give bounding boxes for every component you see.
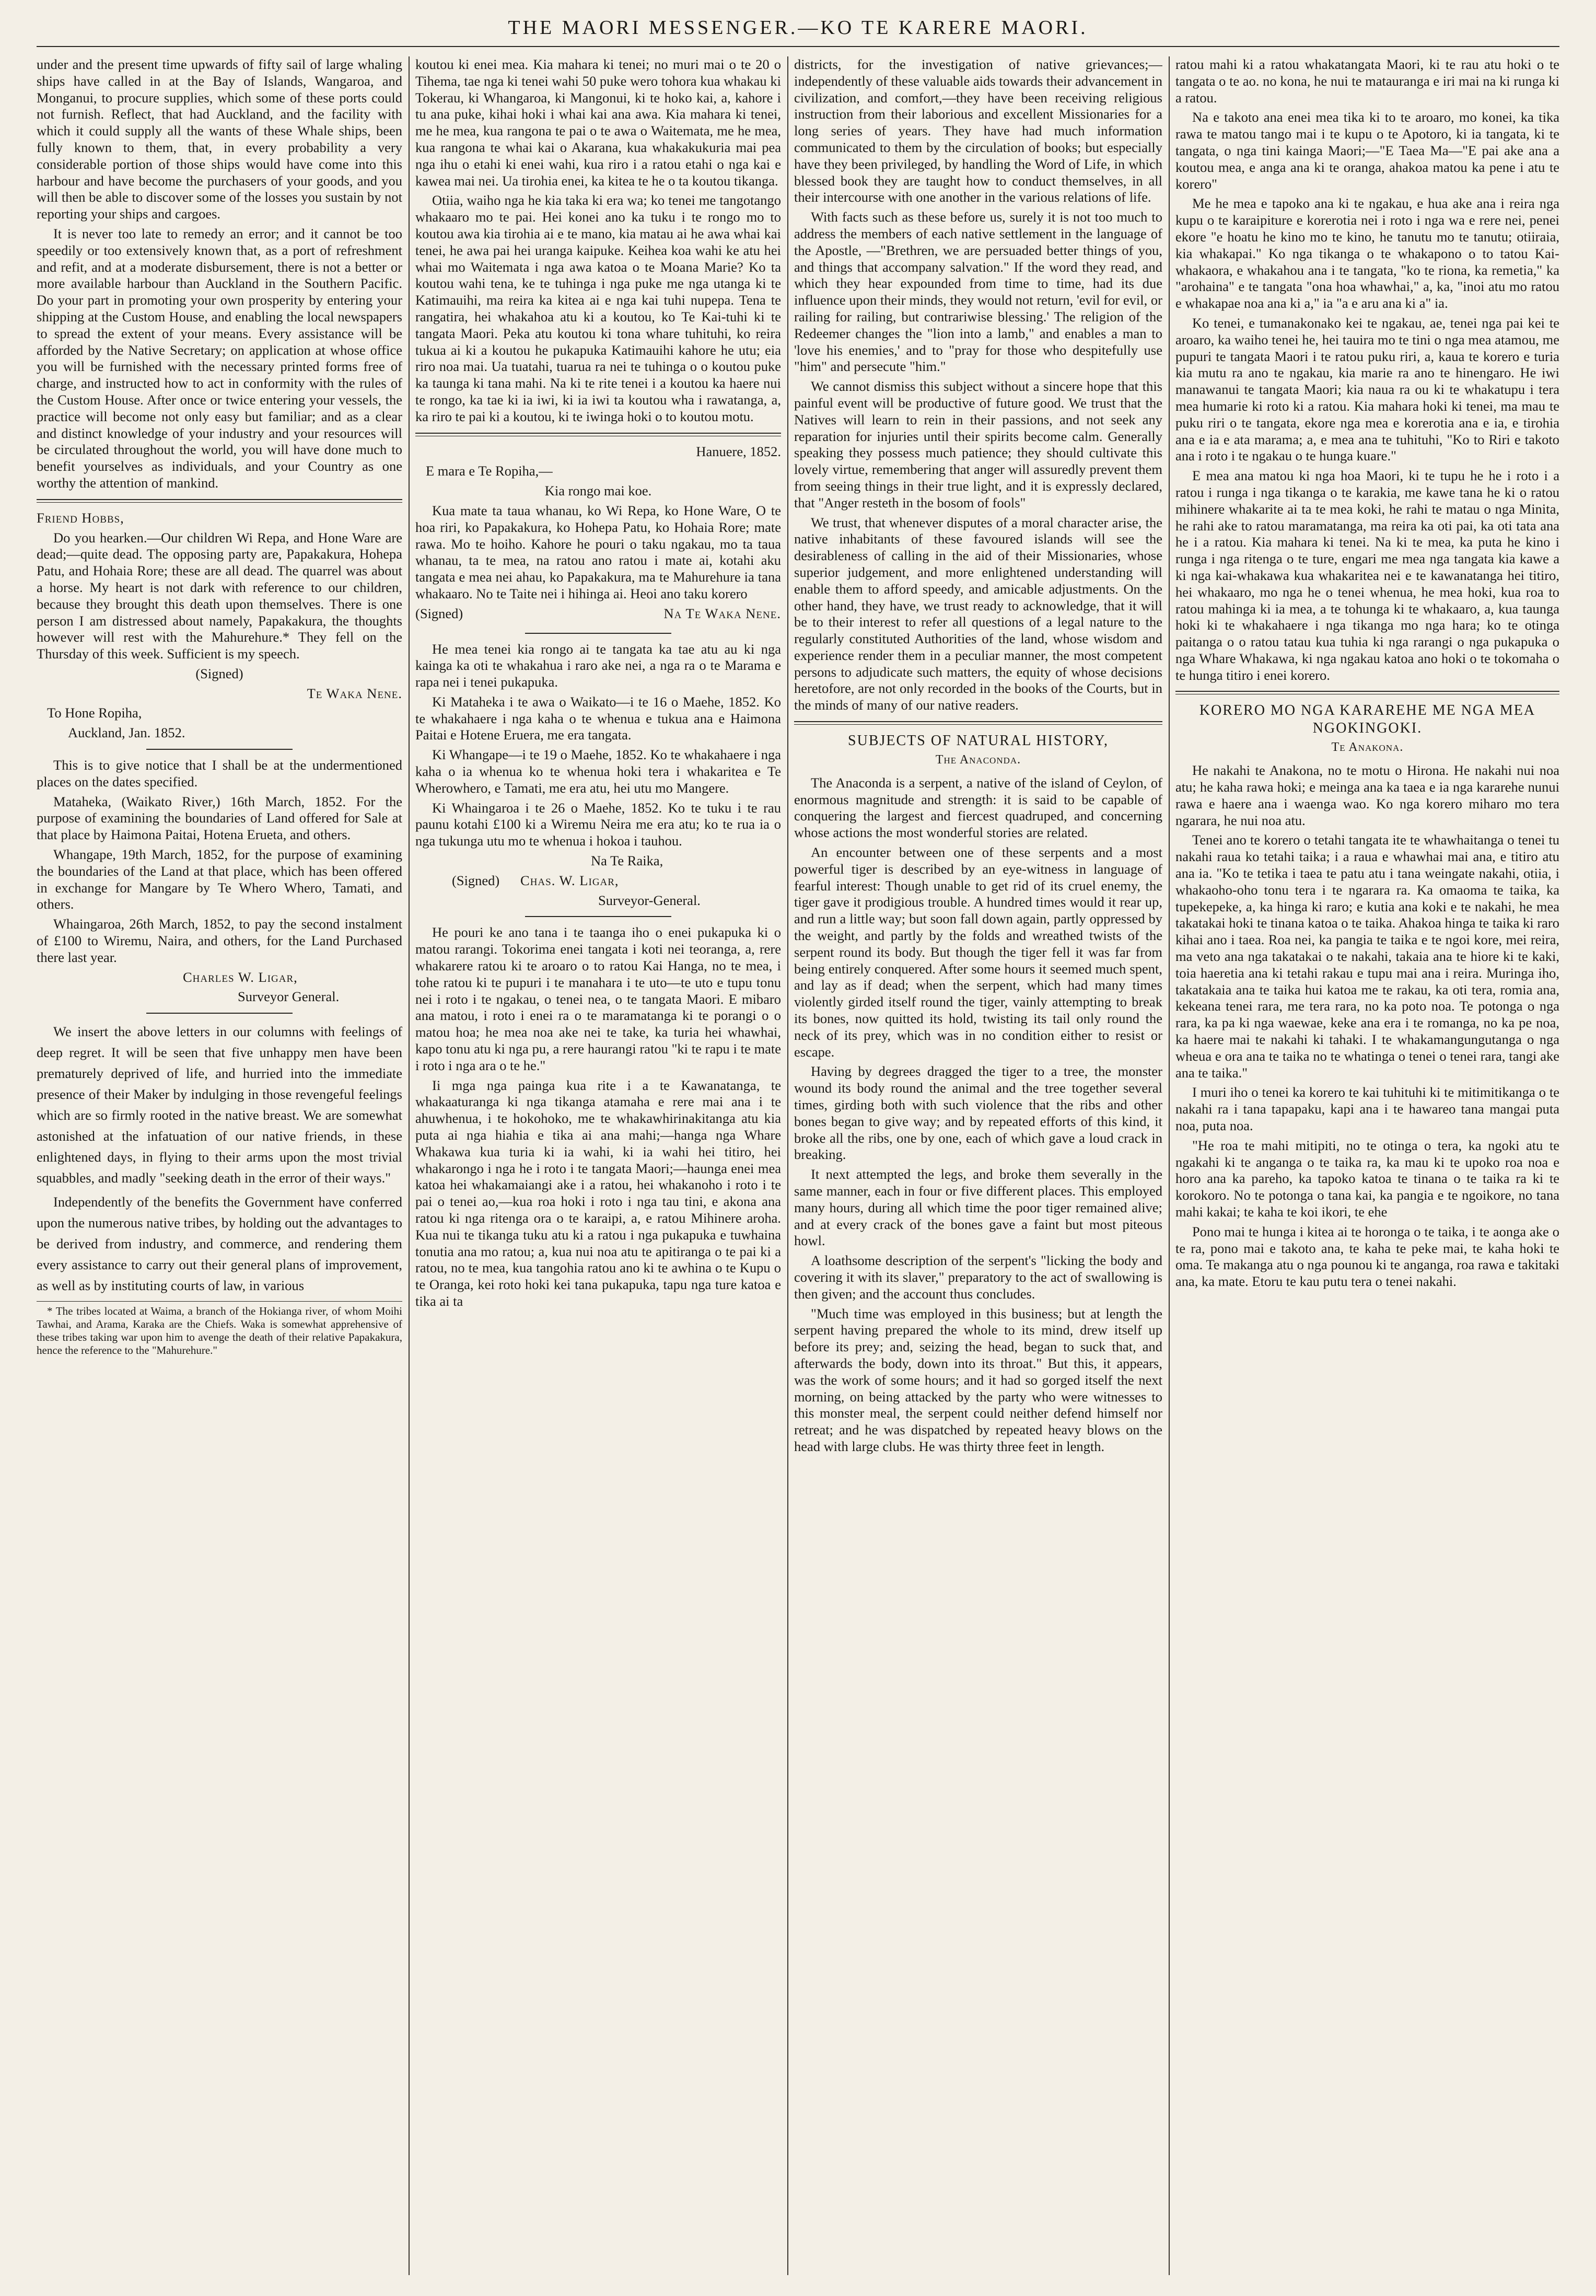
article-paragraph: Pono mai te hunga i kitea ai te horonga o te taika, i te aonga ake o te ra, pono mai e takoto ana, te kaha te peke mai, te kaha hoki te oma. Te makanga atu o nga pounou ki te anganga, roa rawa e takitaki ana, ka mate. Etoru te kau putu tera o tenei nakahi. [1175, 1223, 1559, 1290]
notice-paragraph: He mea tenei kia rongo ai te tangata ka tae atu au ki nga kainga ka oti te whakahua i raro ake nei, a nga ra o te Marama e rapa nei i tenei pukapuka. [415, 641, 781, 690]
letter-signer: Na Te Waka Nene. [663, 605, 781, 621]
article-paragraph: Ko tenei, e tumanakonako kei te ngakau, ae, tenei nga pai kei te aroaro, ka waiho tenei he, hei tauira mo te tini o nga mea atamou, me pupuri te tangata Maori i te ratou puku riri, a, kaua te korero e turia kia mutu ra ano te ngakau, kia marie ra ano te hinengaro. He iwi manawanui te tangata Maori; kia naua ra ou ki te whakatupu i tera mea humarie ki roto ki a ratou. Kia mahara hoki ki tenei, ma mau te puku riri o te tangata, ekore nga mea e korerotia ana e ia, e tirohia ana e ia e ata marama; a, e mea ana te tuhituhi, "Ko to Riri e takoto ana i roto i te ngakau o te hunga kuare." [1175, 315, 1559, 464]
article-paragraph: ratou mahi ki a ratou whakatangata Maori, ki te rau atu hoki o te tangata o te ao. no kona, he nui te matauranga e iri mai na ki runga ki a ratou. [1175, 56, 1559, 106]
column-1 [37, 56, 402, 2275]
article-paragraph: E mea ana matou ki nga hoa Maori, ki te tupu he he i roto i a ratou i runga i nga tikanga o te karakia, me kawe tana he ki o ratou mihinere whakarite ai ta te mea koki, he rahi te matau o nga Minita, he rahi ake to ratou maramatanga, ma reira ka oti pai, ka oti tata ana he i a ratou. Kia mahara ki tenei. Na ki te mea, ka puta he kino i runga i nga ritenga o te ture, engari me mea nga tangata kia kawe a ki nga kai-whakawa kua whakaritea nei e te kawanatanga hei titiro, hei whakaaro, mo nga he o tenei whenua, he mea hoki, kua roa to ratou mahinga ki ia mea, a te tohunga ki te whakaaro, a, kua taunga hoki ki te whakahaere i nga tikanga mo nga hara; ko te otinga paitanga o o ratou tatau kua tuhia ki nga rarangi o nga pukapuka o nga Whare Whakawa, ki nga ngakau katoa ano hoki o te tokomaha o te hunga titiro i enei korero. [1175, 468, 1559, 683]
letter-body: Do you hearken.—Our children Wi Repa, and Hone Ware are dead;—quite dead. The opposing party are, Papakakura, Hohepa Patu, and Hohaia Rore; these are all dead. The quarrel was about a horse. My heart is not dark with reference to our children, because they brought this death upon themselves. There is one person I am distressed about namely, Papakakura, the thoughts however will rest with the Mahurehure.* They fell on the Thursday of this week. Sufficient is my speech. [37, 529, 402, 662]
article-paragraph: "Much time was employed in this business; but at length the serpent having prepared the whole to its mind, drew itself up before its prey; and, seizing the head, began to suck that, and afterwards the body, down into its throat." But this, it appears, was the work of some hours; and it had so gorged itself the next morning, on being attacked by the party who were witnesses to this monster meal, the serpent could neither defend himself nor retreat; and he was dispatched by repeated heavy blows on the head with large clubs. He was thirty three feet in length. [794, 1305, 1162, 1454]
article-paragraph: We cannot dismiss this subject without a sincere hope that this painful event will be productive of future good. We trust that the Natives will learn to rein in their passions, and not seek any reparation for injuries until their spirits become calm. Generally speaking they possess much patience; they should cultivate this lovely virtue, remembering that anger will assuredly prevent them from seeing things in their true light, and it is expressly declared, that "Anger resteth in the bosom of fools" [794, 378, 1162, 511]
editorial-paragraph: We insert the above letters in our columns with feelings of deep regret. It will be seen that five unhappy men have been prematurely deprived of life, and hurried into the immediate presence of their Maker by indulging in those revengeful feelings which are so firmly rooted in the native breast. We are somewhat astonished at the infatuation of our native friends, in these enlightened days, in flying to their arms upon the most trivial squabbles, and madly "seeking death in the error of their ways." [37, 1024, 402, 1186]
letter-body: Kua mate ta taua whanau, ko Wi Repa, ko Hone Ware, O te hoa riri, ko Papakakura, ko Hohepa Patu, ko Hohaia Rore; mate rawa. Mo te hoiho. Kahore he pouri o taku ngakau, mo ta taua whanau, ta te mea, na ratou ano ratou i mate ai, kotahi aku tangata e mea nei ahau, ko Papakakura, ma te Mahurehure ia tana whakaaro. No te Taite nei i hihinga ai. Heoi ano taku korero [415, 502, 781, 601]
masthead-title: THE MAORI MESSENGER. [508, 17, 798, 39]
notice-raika: Na Te Raika, [591, 853, 663, 869]
article-paragraph: Having by degrees dragged the tiger to a tree, the monster wound its body round the animal and the tree together several times, girding both with such violence that the ribs and other bones began to give way; and by repeated efforts of this kind, it broke all the ribs, one by one, each of which gave a loud crack in breaking. [794, 1063, 1162, 1163]
letter-recipient: To Hone Ropiha, [47, 705, 142, 721]
article-paragraph: I muri iho o tenei ka korero te kai tuhituhi ki te mitimitikanga o te nakahi ra i tana tapapaku, kapi ana i te hawareo tana mangai puta noa, puta noa. [1175, 1084, 1559, 1134]
section-divider [1175, 691, 1559, 694]
letter-greeting: Kia rongo mai koe. [544, 483, 652, 499]
notice-paragraph: Whaingaroa, 26th March, 1852, to pay the second instalment of £100 to Wiremu, Naira, and others, for the Land Purchased there last year. [37, 916, 402, 965]
notice-signature-line [415, 873, 781, 889]
article-paragraph: He nakahi te Anakona, no te motu o Hirona. He nakahi nui noa atu; he kaha rawa hoki; e meinga ana ka taea e ia nga kararehe nunui rawa e haere ana i waenga wao. Ko nga korero miharo mo tera ngarara, he nui noa atu. [1175, 762, 1559, 828]
article-paragraph: koutou ki enei mea. Kia mahara ki tenei; no muri mai o te 20 o Tihema, tae nga ki tenei wahi 50 puke wero tohora kua whakau ki Tokerau, ki Whangaroa, ki Mangonui, ki te hoko kai, a, kahore i tu ana puke, kihai hoki i whai kai ana awa. Kia mahara ki tenei, me he mea, kua rangona te pai o te awa o Waitemata, me he mea, kua rangona te whai kai o Akarana, kua whakakukuria mai pea nga ihu o etahi ki enei wahi, kua riro i a ratou etahi o nga kai e kawea mai nei. Ua tirohia enei, ka kitea te he o ta koutou tikanga. [415, 56, 781, 189]
article-paragraph: "He roa te mahi mitipiti, no te otinga o tera, ka ngoki atu te ngakahi ki te anganga o te taika ra, ka mau ki te upoko roa noa e horo ana ka pareho, ka tapoko katoa te tinana o te taika ra ki te korokoro. No te potonga o tana kai, ka pangia e te ngoikore, no tana mahi kakai; te kaha te koi ikori, te ehe [1175, 1137, 1559, 1220]
article-paragraph: Tenei ano te korero o tetahi tangata ite te whawhaitanga o tenei tu nakahi raua ko tetahi taika; i a raua e whawhai mai ana, e titiro atu ana ia. "Ko te tetika i taea te patu atu i tana weingate nakahi, otiia, i whakaoho-oho tonu tera i te ngarara ra. Ka omaoma te taika, ka tupekepeke, a, ka hinga ki raro; e kutia ana koki e te nakahi, he mea takatakai hoki te tinana katoa o te taika. Ahakoa hinga te taika ki raro kihai ano i taea. Roa nei, ka pangia te taika e te ngoi kore, mei reira, ma veto ana nga takatakai o te nakahi, takaia ana te hiore ki te kaki, toia haeretia ana ki tetahi rakau e tupu mai ana i reira. Muringa iho, takatakaia ana te taika hui katoa me te rakau, ka oti tera, romia ana, kekeana tenei rara, me tera rara, no ka poto noa. Te potonga o nga rara, ka pa ki nga waewae, keke ana era i te romanga, no ka pe noa, ka haere mai te nakahi ki tahaki. I te whakamangungutanga o nga wheua e ora ana te taika no te whatinga o tenei o tenei rara, tangi ake ana te taika." [1175, 832, 1559, 1081]
column-2 [415, 56, 781, 2275]
footnote-text: * The tribes located at Waima, a branch of the Hokianga river, of whom Moihi Tawhai, and Arama, Karaka are the Chiefs. Waka is somewhat apprehensive of these tribes taking war upon him to avenge the death of their relative Papakakura, hence the reference to the "Mahurehure." [37, 1305, 402, 1357]
masthead-subtitle: KO TE KARERE MAORI. [820, 17, 1088, 39]
article-paragraph: An encounter between one of these serpents and a most powerful tiger is described by an eye-witness in language of fearful interest: Though unable to get rid of its cruel enemy, the tiger gave it prodigious trouble. A hundred times would it rear up, and run a little way; but soon fall down again, partly oppressed by the weight, and partly by the folds and wreathed twists of the serpent round its body. But though the tiger fell it was far from being entirely conquered. After some hours it seemed much spent, and lay as if dead; when the serpent, which had many times violently girded itself round the tiger, vainly attempting to break its bones, now quitted its hold, twisting its tail only round the neck of its prey, which was in no condition either to resist or escape. [794, 844, 1162, 1060]
column-3 [794, 56, 1162, 2275]
editorial-paragraph: Independently of the benefits the Government have conferred upon the numerous native tribes, by holding out the advantages to be derived from industry, and commerce, and rendering them every assistance to carry out their general plans of improvement, as well as by instituting courts of law, in various [37, 1194, 402, 1294]
notice-paragraph: Ki Whangape—i te 19 o Maehe, 1852. Ko te whakahaere i nga kaha o ia whenua ko te whenua hoki tera i whakaritea e Te Wherowhero, e Tamati, me era atu, hei utu mo Mangere. [415, 747, 781, 796]
divider [525, 916, 671, 917]
notice-paragraph: Ki Whaingaroa i te 26 o Maehe, 1852. Ko te tuku i te rau paunu kotahi £100 ki a Wiremu Neira me era atu; ko te rua ia o nga tukunga utu mo te whenua i hokoa i tauhou. [415, 799, 781, 849]
divider [525, 633, 671, 634]
section-subtitle: Te Anakona. [1331, 740, 1404, 755]
section-title: SUBJECTS OF NATURAL HISTORY, [848, 733, 1109, 749]
column-4 [1175, 56, 1559, 2275]
article-paragraph: The Anaconda is a serpent, a native of the island of Ceylon, of enormous magnitude and strength: it is said to be capable of conquering the largest and fiercest quadruped, and concerning whose actions the most wonderful stories are related. [794, 774, 1162, 841]
notice-paragraph: Mataheka, (Waikato River,) 16th March, 1852. For the purpose of examining the boundaries of Land offered for Sale at that place by Haimona Paitai, Hotena Erueta, and others. [37, 793, 402, 843]
notice-paragraph: Whangape, 19th March, 1852, for the purpose of examining the boundaries of the Land at that place, which has been offered in exchange for Mangare by Te Whero Whero, Tamati, and others. [37, 846, 402, 912]
footnote [37, 1301, 402, 1357]
article-paragraph: It is never too late to remedy an error; and it cannot be too speedily or too extensively known that, as a port of refreshment and refit, and at a moderate disbursement, there is not a better or more available harbour than Auckland in the Southern Pacific. Do your part in promoting your own prosperity by entering your shipping at the Custom House, and enabling the local newspapers to spread the extent of your means. Every assistance will be afforded by the Native Secretary; on application at whose office you will be furnished with the necessary printed forms free of charge, and instructed how to act in conformity with the rules of the Custom House. After once or twice entering your vessels, the practice will become not only easy but familiar; and as a clear and distinct knowledge of your industry and your resources will be circulated throughout the world, you will have done much to benefit yourselves as individuals, and your Country as one worthy the attention of mankind. [37, 225, 402, 491]
article-paragraph: We trust, that whenever disputes of a moral character arise, the native inhabitants of these favoured islands will see the desirableness of calling in the aid of their Missionaries, whose superior judgement, and more enlightened understanding will enable them to afford speedy, and amicable adjustments. On the other hand, they have, we trust ready to acknowledge, that it will be to their interest to refer all questions of a legal nature to the regularly constituted Authorities of the land, whose wisdom and experience render them in a peculiar manner, the most competent persons to adjudicate such matters, the equity of whose decisions heretofore, are not only recorded in the books of the Courts, but in the minds of many of our native readers. [794, 514, 1162, 713]
masthead: THE MAORI MESSENGER.—KO TE KARERE MAORI. [37, 9, 1559, 47]
letter-salutation: Friend Hobbs, [37, 509, 124, 526]
notice-signer-title: Surveyor General. [238, 989, 340, 1005]
letter-salutation: E mara e Te Ropiha,— [426, 463, 553, 479]
divider [146, 749, 293, 750]
section-subtitle: The Anaconda. [935, 753, 1021, 767]
column-rule [787, 56, 788, 2275]
notice-signer: Charles W. Ligar, [183, 969, 298, 985]
notice-signer: Chas. W. Ligar, [520, 872, 619, 888]
section-title: KORERO MO NGA KARAREHE ME NGA MEA NGOKINGOKI. [1199, 702, 1536, 737]
editorial-paragraph: Ii mga nga painga kua rite i a te Kawanatanga, te whakaaturanga ki nga tikanga atamaha e rere mai ana i te ahuwhenua, i te hokohoko, me te whakawhirinakitanga atu kia puta ai nga hiahia e tika ai ana mahi;—hanga nga Whare Whakawa kua turia ki ia wahi, ki ia wahi hei titiro, hei whakarongo i nga he i roto i te tangata Maori;—haunga enei mea katoa hei whakamaiangi ake i a ratou, hei whakanoho i roto i te pai o tenei ao,—kua roa hoki i roto i nga tau tini, e akona ana ratou ki nga ritenga ora o te karaipi, a, e ratou Mihinere aroha. Kua nui te tikanga tuku atu ki a ratou i nga pukapuka e tuwhaina tonutia ana mo ratou; a, kua nui noa atu te apitiranga o te pai ki a ratou, no te mea, kua tangohia ratou ano ki te awhina o te Kupu o te Oranga, kei roto hoki kei tana pukapuka, tapu nga ture katoa e tika ai ta [415, 1077, 781, 1309]
letter-signed: (Signed) [415, 605, 463, 621]
letter-signed: (Signed) [195, 665, 243, 681]
article-paragraph: Me he mea e tapoko ana ki te ngakau, e hua ake ana i reira nga kupu o te karaipiture e korerotia nei i roto i nga wa e rere nei, penei ekore "e hoatu he kino mo te kino, he tanutu mo te tanutu; otiiraia, kia whakapai." Ko nga tikanga o te whakapono o to tatou Kai-whakaora, e whakahou ana i te tangata, "ko te riona, ka remetia," ka "arohaina" e te tangata "ona hoa whawhai," a, ka, "inoi atu mo ratou e whakapae noa ana ki a," ia "a e aru ana ki a" ia. [1175, 195, 1559, 311]
article-paragraph: Na e takoto ana enei mea tika ki to te aroaro, mo konei, ka tika rawa te matou tango mai i te kupu o te Apotoro, ki ia tangata, ki te tangata, o nga tini kainga Maori;—"E Taea Ma—"E pai ake ana a koutou mea, e anga ana ki te oranga, ahakoa matou ka pene i atu te korero" [1175, 109, 1559, 192]
notice-paragraph: Ki Mataheka i te awa o Waikato—i te 16 o Maehe, 1852. Ko te whakahaere i nga kaha o te whenua e tukua ana e Haimona Paitai e Hotene Eruera, me era tangata. [415, 693, 781, 743]
article-paragraph: It next attempted the legs, and broke them severally in the same manner, each in four or five different places. This employed many hours, during all which time the poor tiger remained alive; and at every crack of the bones gave a faint but most piteous howl. [794, 1166, 1162, 1249]
article-paragraph: districts, for the investigation of native grievances;—independently of these valuable aids towards their advancement in civilization, and comfort,—they have been receiving religious instruction from their laborious and excellent Missionaries for a long series of years. They have had much information communicated to them by the circulation of books; but especially have they been privileged, by handling the Word of Life, in which blessed book they are taught how to conduct themselves, in all their intercourse with one another in the various relations of life. [794, 56, 1162, 205]
article-paragraph: Otiia, waiho nga he kia taka ki era wa; ko tenei me tangotango whakaaro mo te pai. Hei konei ano ka tuku i te rongo mo to koutou awa kia tirohia ai e te mano, kia matau ai he awa whai kai tenei, he awa pai hei uranga kaipuke. Keihea koa wahi ke atu hei whai mo Waitemata i nga awa katoa o te Moana Marie? Ko ta koutou wahi tena, ke te tuhinga i nga puke me nga utanga ki te Katimauihi, ma reira ka kitea ai e nga kai tuhi nupepa. Tena te rangatira, hei whakahoa atu ki a koutou, ko Te Kai-tuhi ki te tangata Maori. Peka atu koutou ki tona whare tuhituhi, ko reira tukua ai ki a koutou he pukapuka Katimauihi kahore he utu; eia riro noa mai. Ua tuatahi, tuarua ra nei te tuhinga o o koutou puke ka taunga ki tana mahi. Na ki te rite tenei i a koutou ka haere nui te rongo, ka tae ki ia iwi, ki ia iwi ta koutou wha i rawatanga, a, ka riro te pai ki a koutou, ki te iwinga hoki o to koutou motu. [415, 192, 781, 424]
article-paragraph: under and the present time upwards of fifty sail of large whaling ships have called in at the Bay of Islands, Wangaroa, and Monganui, to procure supplies, which some of these ports could not furnish. Reflect, that had Auckland, and the facility with which it could supply all the wants of these Whale ships, been fully known to them, that, in every probability a very considerable portion of those ships would have come into this harbour and have become the purchasers of your goods, and you will then be able to discover some of the losses you sustain by not reporting your ships and cargoes. [37, 56, 402, 222]
editorial-paragraph: He pouri ke ano tana i te taanga iho o enei pukapuka ki o matou rarangi. Tokorima enei tangata i koti nei teoranga, a, rere whakarere ratou ki te aroaro o to ratou Kai Hanga, no te mea, i tohe ratou ki te pupuri i te manahara i te uto—te uto e tupu tonu nei i roto i te ngakau, o tenei nea, o te tangata Maori. E mibaro ana matou, i roto i enei ra o te maramatanga ki te porangi o o matou hoa; he mea noa ake nei te take, ka turia hei whawhai, kapo tonu atu ki nga pu, a rere haurangi ratou "ki te rapu i te mate i roto i nga ara o te he." [415, 924, 781, 1073]
notice-signer-title: Surveyor-General. [598, 892, 701, 908]
letter-place-date: Auckland, Jan. 1852. [68, 725, 185, 741]
notice-signed: (Signed) [452, 872, 500, 888]
article-paragraph: With facts such as these before us, surely it is not too much to address the members of each native settlement in the language of the Apostle, —"Brethren, we are persuaded better things of you, and things that accompany salvation." If the word they read, and which they hear expounded from time to time, had its due influence upon their minds, they would not return, 'evil for evil, or railing for railing, but contrariwise blessing.' The religion of the Redeemer changes the "lion into a lamb," and enables a man to 'love his enemies,' and to "pray for those who despitefully use "him" and persecute "him." [794, 209, 1162, 375]
divider [146, 1013, 293, 1014]
section-divider [794, 721, 1162, 725]
column-rule [1169, 56, 1170, 2275]
letter-place-date: Hanuere, 1852. [696, 443, 781, 459]
column-rule [409, 56, 410, 2275]
article-paragraph: A loathsome description of the serpent's "licking the body and covering it with its slaver," preparatory to the act of swallowing is then given; and the account thus concludes. [794, 1253, 1162, 1302]
letter-signer: Te Waka Nene. [307, 685, 402, 701]
letter-signature-line [415, 606, 781, 622]
notice-paragraph: This is to give notice that I shall be at the undermentioned places on the dates specified. [37, 757, 402, 790]
section-divider [37, 499, 402, 503]
section-divider [415, 433, 781, 436]
